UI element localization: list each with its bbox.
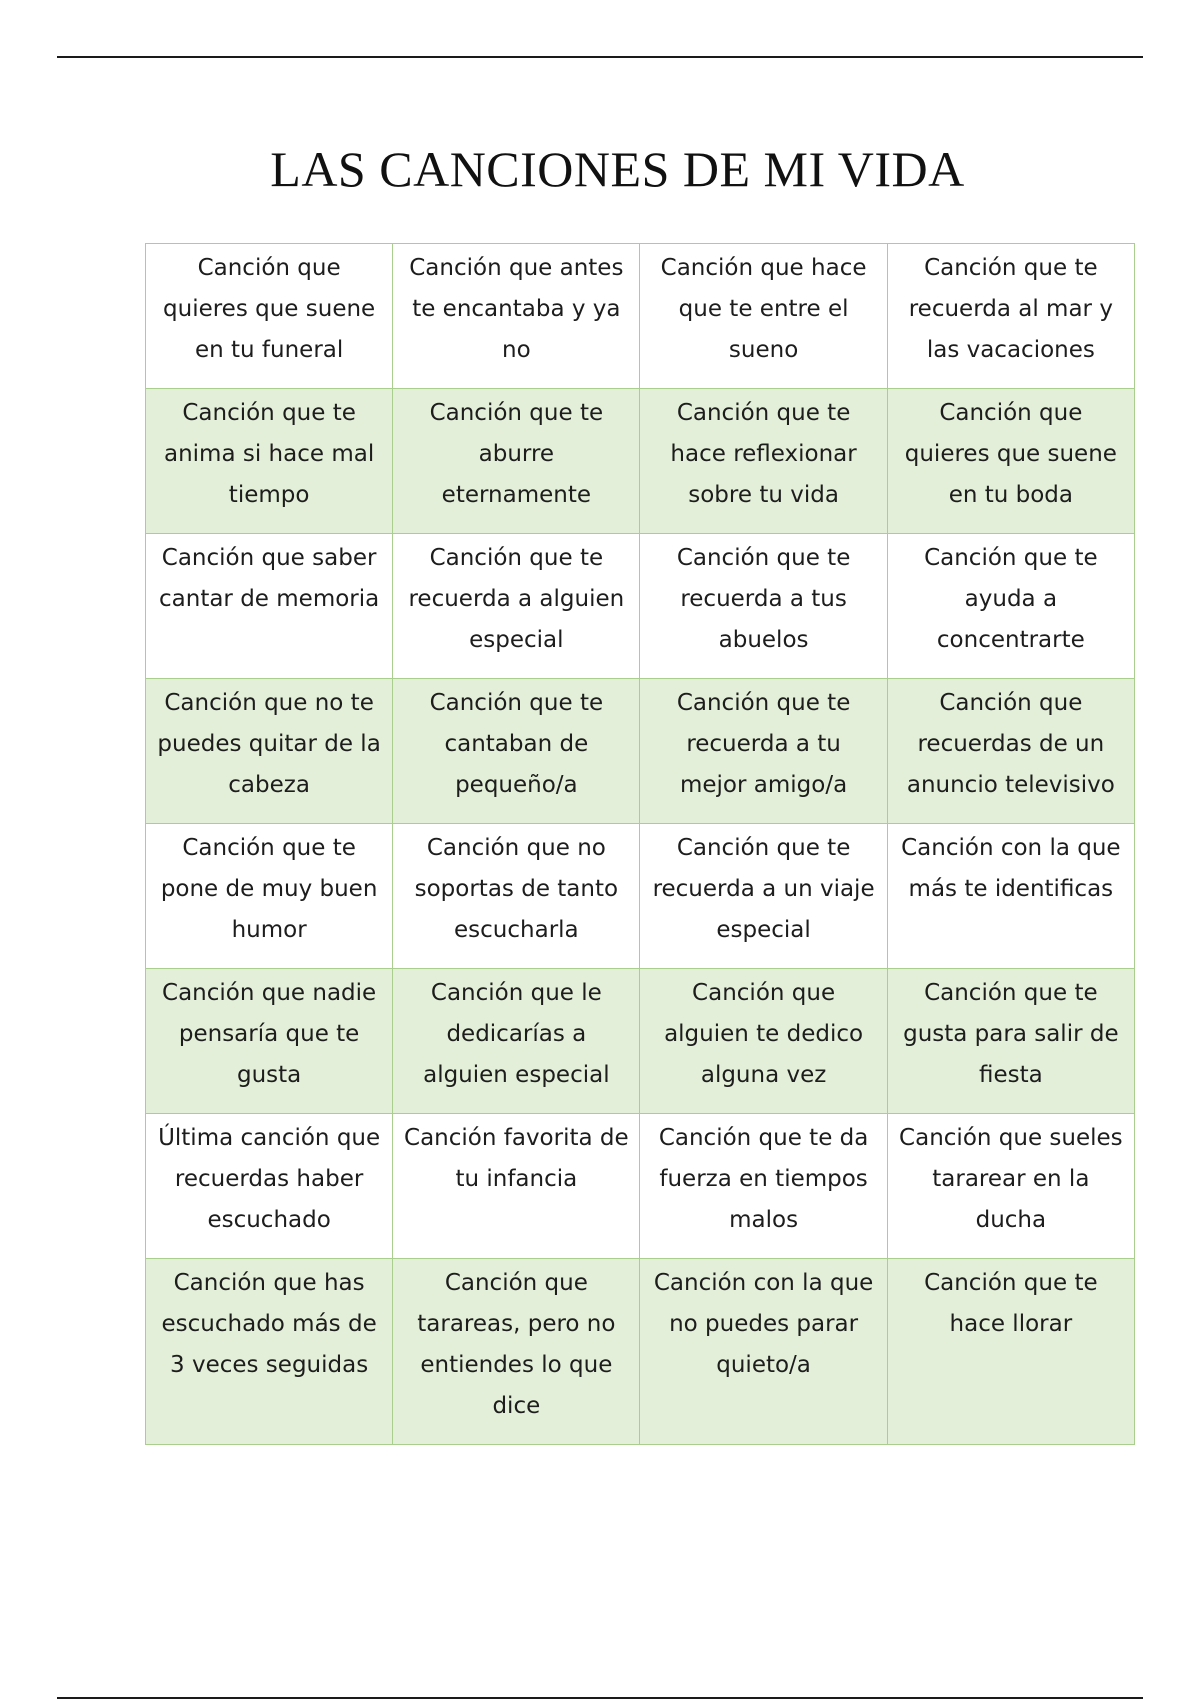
grid-cell: Canción con la que más te identificas (887, 824, 1134, 969)
grid-cell: Canción que te recuerda a alguien especial (393, 534, 640, 679)
header-rule (57, 56, 1143, 58)
grid-cell: Canción que sueles tararear en la ducha (887, 1114, 1134, 1259)
grid-cell: Canción que quieres que suene en tu boda (887, 389, 1134, 534)
page-title: LAS CANCIONES DE MI VIDA (270, 141, 965, 197)
grid-row (146, 244, 1135, 389)
grid-cell: Canción con la que no puedes parar quieto/a (640, 1259, 887, 1445)
grid-cell: Canción que tarareas, pero no entiendes lo que dice (393, 1259, 640, 1445)
grid-row (146, 969, 1135, 1114)
grid-cell: Canción que antes te encantaba y ya no (393, 244, 640, 389)
grid-cell: Canción que te ayuda a concentrarte (887, 534, 1134, 679)
grid-cell: Canción que has escuchado más de 3 veces seguidas (146, 1259, 393, 1445)
grid-cell: Canción que no soportas de tanto escucharla (393, 824, 640, 969)
grid-cell: Canción que te gusta para salir de fiesta (887, 969, 1134, 1114)
grid-cell: Canción que te pone de muy buen humor (146, 824, 393, 969)
grid-cell: Canción que quieres que suene en tu funeral (146, 244, 393, 389)
grid-cell: Canción que hace que te entre el sueno (640, 244, 887, 389)
grid-cell: Canción que nadie pensaría que te gusta (146, 969, 393, 1114)
grid-cell: Canción que saber cantar de memoria (146, 534, 393, 679)
grid-cell: Canción que le dedicarías a alguien especial (393, 969, 640, 1114)
grid-row (146, 824, 1135, 969)
footer-rule (57, 1697, 1143, 1699)
grid-cell: Canción que no te puedes quitar de la cabeza (146, 679, 393, 824)
grid-cell: Canción que te anima si hace mal tiempo (146, 389, 393, 534)
grid-cell: Canción que te recuerda a un viaje especial (640, 824, 887, 969)
grid-cell: Canción que te cantaban de pequeño/a (393, 679, 640, 824)
grid-row (146, 1259, 1135, 1445)
grid-row (146, 534, 1135, 679)
grid-cell: Canción que te aburre eternamente (393, 389, 640, 534)
grid-cell: Canción que alguien te dedico alguna vez (640, 969, 887, 1114)
grid-cell: Canción que te hace llorar (887, 1259, 1134, 1445)
grid-cell: Canción que te da fuerza en tiempos malos (640, 1114, 887, 1259)
grid-row (146, 389, 1135, 534)
grid-cell: Canción que te recuerda a tus abuelos (640, 534, 887, 679)
grid-cell: Canción que te hace reflexionar sobre tu vida (640, 389, 887, 534)
song-prompt-grid (145, 243, 1135, 1445)
grid-cell: Canción favorita de tu infancia (393, 1114, 640, 1259)
grid-row (146, 1114, 1135, 1259)
grid-cell: Canción que te recuerda al mar y las vacaciones (887, 244, 1134, 389)
grid-cell: Canción que recuerdas de un anuncio televisivo (887, 679, 1134, 824)
grid-cell: Canción que te recuerda a tu mejor amigo/a (640, 679, 887, 824)
grid-row (146, 679, 1135, 824)
grid-cell: Última canción que recuerdas haber escuchado (146, 1114, 393, 1259)
